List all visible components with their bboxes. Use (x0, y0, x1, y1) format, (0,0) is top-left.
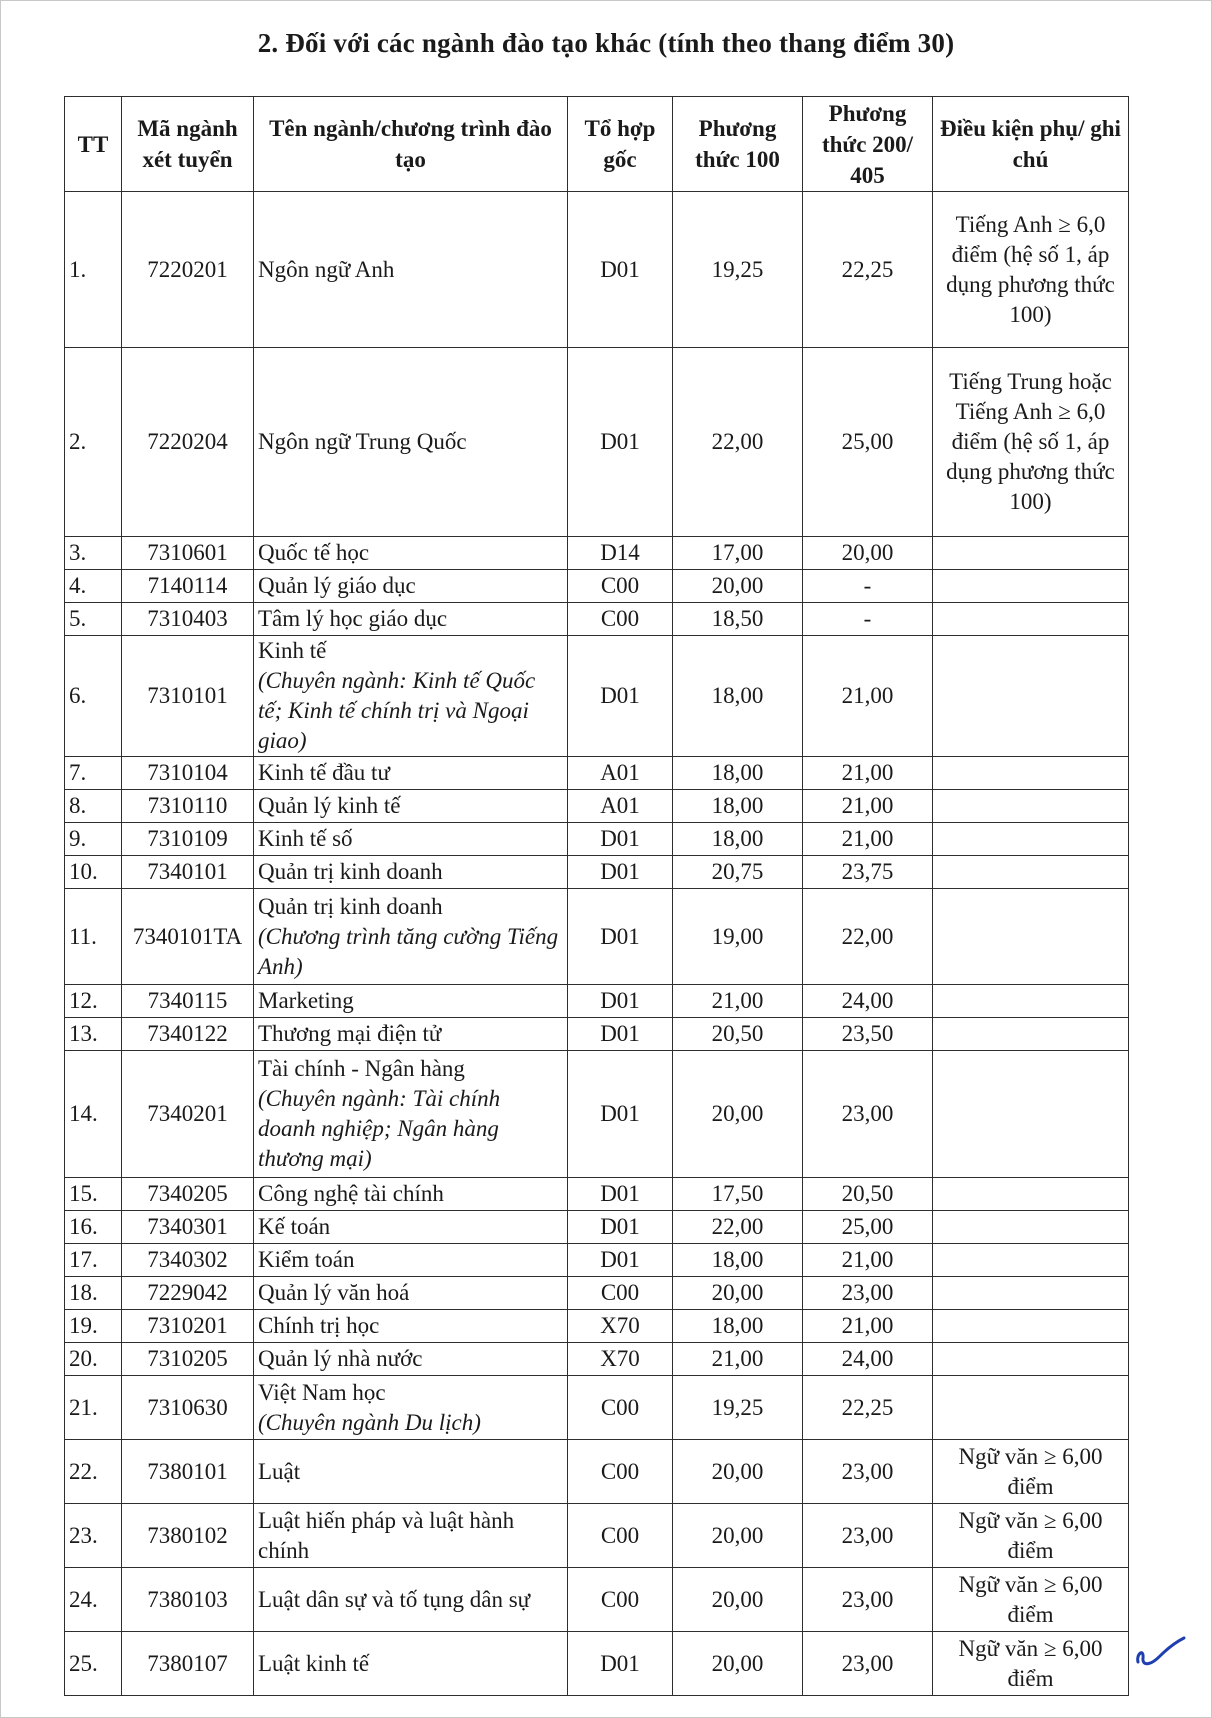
cell-code: 7229042 (122, 1277, 254, 1310)
cell-note: Tiếng Anh ≥ 6,0 điểm (hệ số 1, áp dụng phương thức 100) (933, 192, 1129, 348)
cell-name (254, 537, 568, 570)
cell-code: 7310630 (122, 1376, 254, 1440)
cell-code: 7340302 (122, 1244, 254, 1277)
cell-note (933, 823, 1129, 856)
cell-tt: 17. (65, 1244, 122, 1277)
table-header-row (65, 97, 1129, 192)
cell-combo: D01 (568, 823, 673, 856)
program-name: Luật (258, 1458, 301, 1484)
program-name: Kinh tế đầu tư (258, 760, 390, 785)
cell-tt: 4. (65, 570, 122, 603)
cell-name (254, 1178, 568, 1211)
cell-method-100: 22,00 (673, 348, 803, 537)
cell-note: Ngữ văn ≥ 6,00 điểm (933, 1568, 1129, 1632)
cell-combo: C00 (568, 1376, 673, 1440)
cell-code: 7310201 (122, 1310, 254, 1343)
cell-note (933, 603, 1129, 636)
cell-note (933, 1211, 1129, 1244)
cell-code: 7340301 (122, 1211, 254, 1244)
header-tt: TT (65, 97, 122, 192)
cell-method-100: 17,50 (673, 1178, 803, 1211)
cell-code: 7220201 (122, 192, 254, 348)
table-row (65, 1178, 1129, 1211)
cell-code: 7340101 (122, 856, 254, 889)
cell-code: 7220204 (122, 348, 254, 537)
program-name: Việt Nam học (258, 1379, 386, 1405)
cell-name (254, 790, 568, 823)
cell-combo: D14 (568, 537, 673, 570)
cell-method-100: 18,00 (673, 757, 803, 790)
cell-code: 7310205 (122, 1343, 254, 1376)
cell-code: 7340205 (122, 1178, 254, 1211)
cell-method-100: 18,00 (673, 790, 803, 823)
admission-score-table (64, 96, 1129, 1696)
header-code: Mã ngành xét tuyển (122, 97, 254, 192)
cell-name (254, 1277, 568, 1310)
handwritten-signature-mark (1130, 1632, 1190, 1672)
cell-tt: 20. (65, 1343, 122, 1376)
cell-combo: D01 (568, 636, 673, 757)
cell-name (254, 1568, 568, 1632)
table-row (65, 348, 1129, 537)
header-name: Tên ngành/chương trình đào tạo (254, 97, 568, 192)
cell-name (254, 570, 568, 603)
cell-tt: 9. (65, 823, 122, 856)
table-row (65, 1277, 1129, 1310)
table-row (65, 985, 1129, 1018)
cell-note (933, 1051, 1129, 1178)
cell-code: 7310101 (122, 636, 254, 757)
cell-note (933, 570, 1129, 603)
cell-note (933, 1277, 1129, 1310)
cell-note (933, 1178, 1129, 1211)
cell-note: Ngữ văn ≥ 6,00 điểm (933, 1440, 1129, 1504)
cell-code: 7340122 (122, 1018, 254, 1051)
table-row (65, 790, 1129, 823)
program-name: Kinh tế (258, 638, 327, 663)
program-name: Ngôn ngữ Anh (258, 256, 395, 282)
cell-name (254, 192, 568, 348)
cell-name (254, 757, 568, 790)
cell-tt: 2. (65, 348, 122, 537)
cell-tt: 14. (65, 1051, 122, 1178)
cell-tt: 12. (65, 985, 122, 1018)
cell-method-200: 22,25 (803, 1376, 933, 1440)
cell-method-200: 23,00 (803, 1504, 933, 1568)
cell-tt: 11. (65, 889, 122, 985)
header-method-100: Phương thức 100 (673, 97, 803, 192)
cell-code: 7310110 (122, 790, 254, 823)
cell-name (254, 636, 568, 757)
program-name: Tài chính - Ngân hàng (258, 1056, 465, 1081)
cell-method-200: 23,00 (803, 1051, 933, 1178)
program-name: Quản trị kinh doanh (258, 859, 443, 884)
program-name: Luật kinh tế (258, 1650, 370, 1676)
cell-method-100: 20,75 (673, 856, 803, 889)
program-name: Quản lý kinh tế (258, 793, 401, 818)
cell-note (933, 1343, 1129, 1376)
program-name: Quốc tế học (258, 540, 370, 565)
cell-combo: D01 (568, 889, 673, 985)
cell-name (254, 1244, 568, 1277)
cell-note (933, 1244, 1129, 1277)
cell-tt: 22. (65, 1440, 122, 1504)
cell-method-100: 20,00 (673, 1504, 803, 1568)
cell-method-100: 20,00 (673, 1440, 803, 1504)
program-name: Luật dân sự và tố tụng dân sự (258, 1586, 531, 1612)
cell-combo: D01 (568, 856, 673, 889)
table-row (65, 1376, 1129, 1440)
cell-method-200: 24,00 (803, 985, 933, 1018)
cell-code: 7380102 (122, 1504, 254, 1568)
cell-code: 7140114 (122, 570, 254, 603)
cell-combo: D01 (568, 985, 673, 1018)
cell-method-100: 22,00 (673, 1211, 803, 1244)
cell-tt: 8. (65, 790, 122, 823)
cell-note: Ngữ văn ≥ 6,00 điểm (933, 1504, 1129, 1568)
cell-tt: 13. (65, 1018, 122, 1051)
cell-combo: C00 (568, 1440, 673, 1504)
page-title: 2. Đối với các ngành đào tạo khác (tính theo thang điểm 30) (257, 28, 955, 58)
cell-method-100: 20,50 (673, 1018, 803, 1051)
cell-method-200: 22,00 (803, 889, 933, 985)
table-row (65, 1632, 1129, 1696)
cell-method-100: 17,00 (673, 537, 803, 570)
program-name: Quản lý văn hoá (258, 1280, 410, 1305)
cell-method-100: 20,00 (673, 570, 803, 603)
cell-tt: 6. (65, 636, 122, 757)
cell-combo: C00 (568, 1504, 673, 1568)
program-name: Ngôn ngữ Trung Quốc (258, 429, 467, 454)
cell-name (254, 1018, 568, 1051)
table-row (65, 1440, 1129, 1504)
cell-method-100: 19,25 (673, 1376, 803, 1440)
cell-tt: 21. (65, 1376, 122, 1440)
cell-combo: D01 (568, 192, 673, 348)
cell-method-200: 23,00 (803, 1277, 933, 1310)
cell-note (933, 856, 1129, 889)
program-name: Luật hiến pháp và luật hành chính (258, 1507, 515, 1563)
program-name: Chính trị học (258, 1313, 380, 1338)
cell-name (254, 1376, 568, 1440)
cell-combo: D01 (568, 1211, 673, 1244)
cell-code: 7340101TA (122, 889, 254, 985)
table-row (65, 1211, 1129, 1244)
cell-method-200: 21,00 (803, 1244, 933, 1277)
cell-tt: 24. (65, 1568, 122, 1632)
cell-combo: X70 (568, 1343, 673, 1376)
cell-combo: D01 (568, 1018, 673, 1051)
cell-method-200: 20,50 (803, 1178, 933, 1211)
cell-combo: C00 (568, 1568, 673, 1632)
table-row (65, 1051, 1129, 1178)
program-name: Kiểm toán (258, 1247, 355, 1272)
program-specialization: (Chuyên ngành: Tài chính doanh nghiệp; Ngân hàng thương mại) (258, 1086, 501, 1171)
table-row (65, 570, 1129, 603)
cell-method-100: 20,00 (673, 1632, 803, 1696)
program-specialization: (Chương trình tăng cường Tiếng Anh) (258, 923, 559, 979)
cell-code: 7380101 (122, 1440, 254, 1504)
cell-method-100: 18,00 (673, 636, 803, 757)
cell-method-100: 18,50 (673, 603, 803, 636)
cell-combo: D01 (568, 1051, 673, 1178)
header-note: Điều kiện phụ/ ghi chú (933, 97, 1129, 192)
cell-method-100: 20,00 (673, 1051, 803, 1178)
cell-tt: 25. (65, 1632, 122, 1696)
cell-method-200: 24,00 (803, 1343, 933, 1376)
table-row (65, 537, 1129, 570)
program-name: Thương mại điện tử (258, 1021, 442, 1046)
table-row (65, 1343, 1129, 1376)
cell-combo: C00 (568, 1277, 673, 1310)
table-row (65, 1018, 1129, 1051)
cell-method-200: 25,00 (803, 1211, 933, 1244)
cell-method-200: 21,00 (803, 823, 933, 856)
table-row (65, 856, 1129, 889)
table-row (65, 603, 1129, 636)
cell-method-200: 21,00 (803, 757, 933, 790)
cell-name (254, 1211, 568, 1244)
cell-note (933, 1376, 1129, 1440)
cell-method-200: 21,00 (803, 790, 933, 823)
cell-method-200: 23,00 (803, 1632, 933, 1696)
cell-code: 7380103 (122, 1568, 254, 1632)
cell-code: 7380107 (122, 1632, 254, 1696)
cell-tt: 18. (65, 1277, 122, 1310)
cell-tt: 16. (65, 1211, 122, 1244)
cell-name (254, 1343, 568, 1376)
cell-note (933, 1310, 1129, 1343)
header-method-200: Phương thức 200/ 405 (803, 97, 933, 192)
cell-method-200: - (803, 570, 933, 603)
cell-combo: X70 (568, 1310, 673, 1343)
cell-name (254, 1632, 568, 1696)
cell-method-100: 19,25 (673, 192, 803, 348)
cell-name (254, 603, 568, 636)
cell-name (254, 985, 568, 1018)
cell-code: 7340115 (122, 985, 254, 1018)
cell-combo: C00 (568, 603, 673, 636)
cell-note (933, 889, 1129, 985)
cell-method-200: 20,00 (803, 537, 933, 570)
cell-combo: C00 (568, 570, 673, 603)
cell-tt: 10. (65, 856, 122, 889)
table-row (65, 636, 1129, 757)
cell-name (254, 1440, 568, 1504)
cell-code: 7340201 (122, 1051, 254, 1178)
program-specialization: (Chuyên ngành Du lịch) (258, 1409, 481, 1435)
cell-combo: D01 (568, 348, 673, 537)
cell-code: 7310601 (122, 537, 254, 570)
cell-method-100: 18,00 (673, 823, 803, 856)
program-name: Kinh tế số (258, 826, 353, 851)
cell-method-100: 19,00 (673, 889, 803, 985)
table-row (65, 1504, 1129, 1568)
table-body (65, 192, 1129, 1696)
cell-name (254, 1051, 568, 1178)
cell-method-200: 21,00 (803, 1310, 933, 1343)
program-name: Marketing (258, 988, 354, 1013)
program-name: Tâm lý học giáo dục (258, 606, 448, 631)
cell-method-200: - (803, 603, 933, 636)
table-row (65, 757, 1129, 790)
cell-combo: D01 (568, 1632, 673, 1696)
cell-tt: 1. (65, 192, 122, 348)
cell-code: 7310109 (122, 823, 254, 856)
cell-name (254, 856, 568, 889)
table-row (65, 889, 1129, 985)
program-name: Quản trị kinh doanh (258, 893, 443, 919)
header-combo: Tổ hợp gốc (568, 97, 673, 192)
cell-method-100: 18,00 (673, 1310, 803, 1343)
cell-method-100: 20,00 (673, 1277, 803, 1310)
program-specialization: (Chuyên ngành: Kinh tế Quốc tế; Kinh tế chính trị và Ngoại giao) (258, 668, 536, 753)
cell-tt: 23. (65, 1504, 122, 1568)
cell-tt: 19. (65, 1310, 122, 1343)
cell-name (254, 1310, 568, 1343)
cell-method-200: 23,00 (803, 1568, 933, 1632)
program-name: Quản lý nhà nước (258, 1346, 423, 1371)
cell-code: 7310403 (122, 603, 254, 636)
program-name: Quản lý giáo dục (258, 573, 416, 598)
program-name: Kế toán (258, 1214, 331, 1239)
cell-note (933, 757, 1129, 790)
cell-combo: D01 (568, 1178, 673, 1211)
cell-note: Tiếng Trung hoặc Tiếng Anh ≥ 6,0 điểm (hệ số 1, áp dụng phương thức 100) (933, 348, 1129, 537)
cell-note (933, 790, 1129, 823)
cell-tt: 3. (65, 537, 122, 570)
cell-name (254, 1504, 568, 1568)
cell-method-200: 21,00 (803, 636, 933, 757)
cell-tt: 15. (65, 1178, 122, 1211)
cell-method-200: 22,25 (803, 192, 933, 348)
cell-note (933, 537, 1129, 570)
cell-method-100: 21,00 (673, 985, 803, 1018)
cell-combo: A01 (568, 757, 673, 790)
cell-note (933, 1018, 1129, 1051)
cell-note (933, 985, 1129, 1018)
cell-method-200: 23,50 (803, 1018, 933, 1051)
signature-stroke (1138, 1638, 1184, 1664)
cell-note (933, 636, 1129, 757)
cell-combo: D01 (568, 1244, 673, 1277)
cell-note: Ngữ văn ≥ 6,00 điểm (933, 1632, 1129, 1696)
table-row (65, 192, 1129, 348)
cell-method-200: 23,00 (803, 1440, 933, 1504)
cell-method-200: 23,75 (803, 856, 933, 889)
cell-tt: 5. (65, 603, 122, 636)
cell-name (254, 823, 568, 856)
cell-method-200: 25,00 (803, 348, 933, 537)
cell-code: 7310104 (122, 757, 254, 790)
cell-tt: 7. (65, 757, 122, 790)
cell-method-100: 18,00 (673, 1244, 803, 1277)
table-row (65, 1244, 1129, 1277)
cell-combo: A01 (568, 790, 673, 823)
cell-method-100: 21,00 (673, 1343, 803, 1376)
cell-name (254, 348, 568, 537)
table-row (65, 1310, 1129, 1343)
program-name: Công nghệ tài chính (258, 1181, 444, 1206)
cell-name (254, 889, 568, 985)
cell-method-100: 20,00 (673, 1568, 803, 1632)
table-row (65, 823, 1129, 856)
table-row (65, 1568, 1129, 1632)
